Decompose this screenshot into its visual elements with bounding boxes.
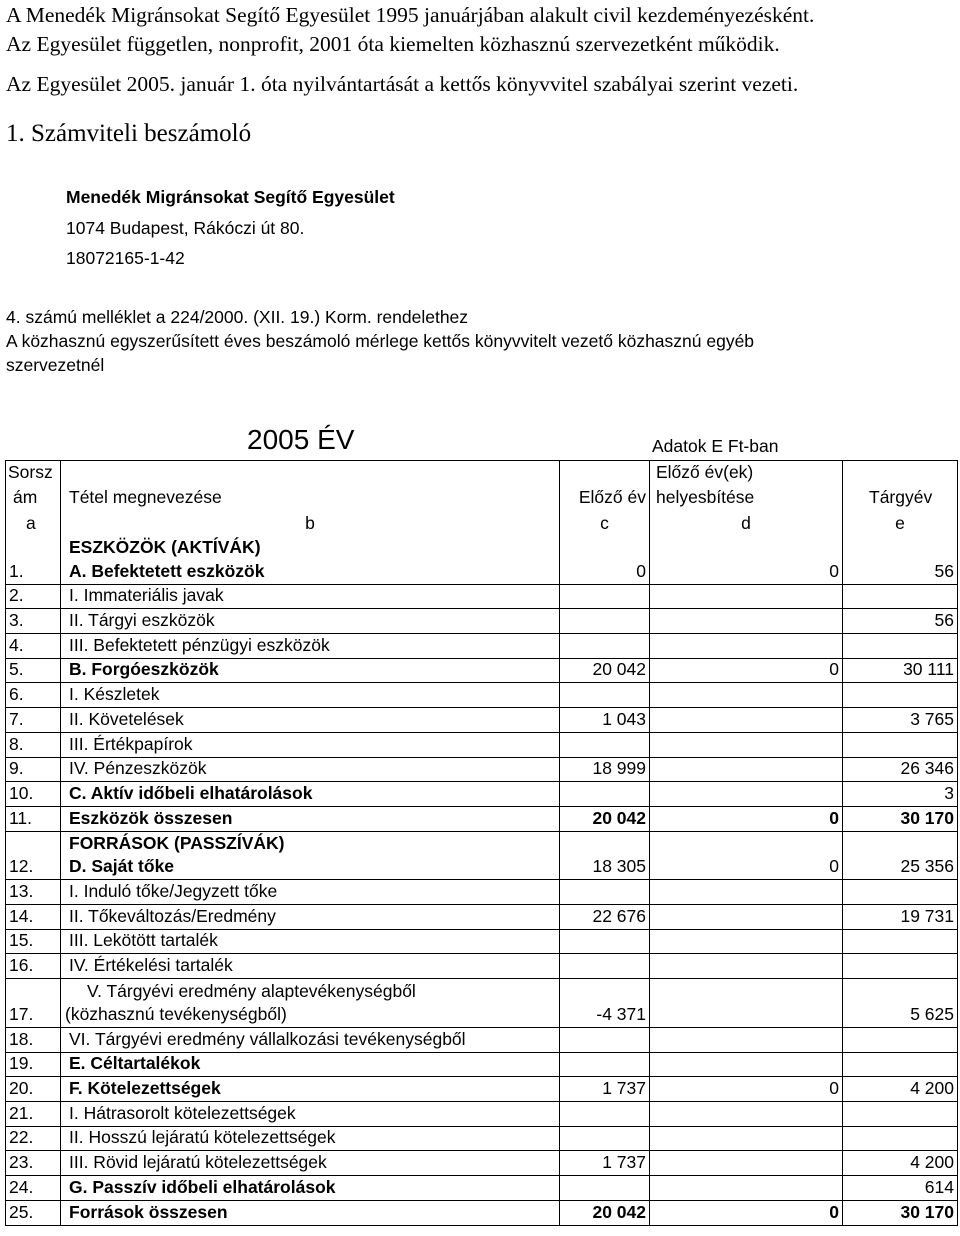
table-row [5, 708, 958, 733]
row-prev [559, 1053, 650, 1077]
row-corr [650, 1201, 842, 1225]
row-curr-text: 30 170 [900, 1201, 954, 1222]
row-label-text: I. Induló tőke/Jegyzett tőke [69, 880, 278, 901]
row-corr-text: 0 [829, 659, 839, 680]
row-label [61, 1151, 559, 1175]
row-curr [842, 1102, 958, 1126]
row-curr-text: 19 731 [900, 905, 954, 926]
row-number-text: 11. [9, 807, 33, 828]
row-curr [842, 1201, 958, 1225]
row-prev [559, 560, 650, 584]
row-label [61, 880, 559, 904]
row-corr [650, 634, 842, 658]
row-label-text: I. Készletek [69, 684, 160, 705]
row-number [5, 1053, 61, 1077]
row-label [61, 979, 559, 1027]
org-address: 1074 Budapest, Rákóczi út 80. [66, 218, 305, 238]
row-label [61, 585, 559, 609]
row-number [5, 585, 61, 609]
row-number [5, 733, 61, 757]
row-curr-text: 4 200 [910, 1078, 954, 1099]
row-corr [650, 930, 842, 954]
row-label-text: F. Kötelezettségek [69, 1078, 221, 1099]
row-label [61, 634, 559, 658]
org-name: Menedék Migránsokat Segítő Egyesület [66, 187, 395, 207]
row-number [5, 659, 61, 683]
row-curr-text: 614 [924, 1176, 954, 1197]
header-item-label: Tétel megnevezése [69, 487, 222, 507]
row-corr [650, 560, 842, 584]
section-title: 1. Számviteli beszámoló [6, 120, 252, 147]
row-label [61, 1077, 559, 1101]
row-prev-text: 1 043 [602, 708, 646, 729]
row-curr [842, 807, 958, 831]
header-num-line-1: Sorsz [8, 462, 53, 482]
row-prev [559, 733, 650, 757]
row-curr-text: 56 [934, 560, 954, 581]
table-row [5, 856, 958, 881]
table-row [5, 880, 958, 905]
row-label-text: B. Forgóeszközök [69, 659, 219, 680]
row-number [5, 1028, 61, 1052]
row-number [5, 1201, 61, 1225]
row-prev-text: -4 371 [596, 1004, 646, 1024]
table-row [5, 1201, 958, 1226]
regulation-line-3: szervezetnél [6, 355, 105, 375]
row-number [5, 683, 61, 707]
row-label-line-1: V. Tárgyévi eredmény alaptevékenységből [87, 981, 416, 1001]
row-curr-text: 25 356 [900, 856, 954, 877]
row-curr-text: 56 [934, 610, 954, 631]
row-curr [842, 979, 958, 1027]
row-number-text: 9. [9, 758, 24, 779]
intro-line-3: Az Egyesület 2005. január 1. óta nyilvántartását a kettős könyvvitel szabályai szerint vezeti. [6, 72, 799, 96]
row-number-text: 2. [9, 585, 24, 606]
row-prev-text: 20 042 [592, 807, 646, 828]
row-number-text: 5. [9, 659, 24, 680]
row-corr [650, 807, 842, 831]
row-label-text: VI. Tárgyévi eredmény vállalkozási tevékenységből [69, 1028, 466, 1049]
row-label [61, 1028, 559, 1052]
row-label [61, 1127, 559, 1151]
row-number [5, 758, 61, 782]
assets-heading-row-curr [842, 536, 958, 560]
row-corr [650, 708, 842, 732]
assets-heading-row-label-text: ESZKÖZÖK (AKTÍVÁK) [69, 537, 261, 557]
row-label [61, 1102, 559, 1126]
liabilities-heading-row-corr [650, 832, 842, 856]
row-prev [559, 782, 650, 806]
row-number [5, 708, 61, 732]
row-number [5, 856, 61, 880]
row-number-text: 20. [9, 1078, 34, 1099]
balance-sheet-table [5, 460, 958, 1226]
row-label [61, 856, 559, 880]
row-number-text: 15. [9, 930, 34, 951]
row-label-text: Eszközök összesen [69, 807, 233, 828]
row-prev [559, 979, 650, 1027]
header-prev-label: Előző év [578, 487, 646, 507]
row-label-text: D. Saját tőke [69, 856, 175, 877]
row-label [61, 609, 559, 633]
assets-heading-row [5, 536, 958, 560]
row-corr [650, 1053, 842, 1077]
row-label [61, 560, 559, 584]
row-corr [650, 1028, 842, 1052]
row-curr [842, 905, 958, 929]
row-corr-text: 0 [829, 560, 839, 581]
row-label [61, 930, 559, 954]
row-curr [842, 954, 958, 978]
row-label-text: IV. Értékelési tartalék [69, 955, 233, 975]
header-num [5, 461, 61, 510]
row-label-text: III. Rövid lejáratú kötelezettségek [69, 1152, 327, 1173]
table-row [5, 905, 958, 930]
assets-heading-row-num [5, 536, 61, 560]
header-curr [842, 461, 958, 510]
row-number [5, 954, 61, 978]
row-prev [559, 609, 650, 633]
row-corr [650, 1151, 842, 1175]
letter-e: e [842, 510, 958, 536]
letter-c: c [559, 510, 650, 536]
row-label-text: III. Értékpapírok [69, 733, 193, 754]
header-curr-label: Tárgyév [869, 487, 933, 507]
row-corr-text: 0 [829, 856, 839, 877]
row-label [61, 1176, 559, 1200]
row-number [5, 634, 61, 658]
row-number [5, 782, 61, 806]
row-curr [842, 1028, 958, 1052]
row-corr [650, 979, 842, 1027]
row-curr [842, 758, 958, 782]
row-curr [842, 634, 958, 658]
row-corr [650, 585, 842, 609]
row-label-text: I. Immateriális javak [69, 585, 224, 606]
row-label-text: E. Céltartalékok [69, 1053, 201, 1074]
table-body [5, 536, 958, 1226]
table-row [5, 1176, 958, 1201]
table-row [5, 634, 958, 659]
row-number-text: 6. [9, 684, 24, 705]
unit-label: Adatok E Ft-ban [652, 436, 779, 456]
regulation-line-1: 4. számú melléklet a 224/2000. (XII. 19.) Korm. rendelethez [6, 307, 469, 327]
table-row [5, 609, 958, 634]
row-curr-text: 30 170 [900, 807, 954, 828]
row-label-text: IV. Pénzeszközök [69, 758, 207, 779]
row-label-text: II. Követelések [69, 708, 184, 729]
row-number-text: 7. [9, 708, 24, 729]
table-row [5, 585, 958, 610]
row-number [5, 560, 61, 584]
row-label [61, 954, 559, 978]
header-row [5, 460, 958, 510]
row-number-text: 24. [9, 1176, 34, 1197]
row-prev [559, 1151, 650, 1175]
row-corr [650, 1127, 842, 1151]
year-title: 2005 ÉV [247, 424, 355, 455]
letter-row [5, 510, 958, 536]
row-corr [650, 905, 842, 929]
row-label [61, 807, 559, 831]
row-number [5, 1127, 61, 1151]
row-curr-text: 5 625 [910, 1004, 954, 1024]
row-label-line-2: (közhasznú tevékenységből) [65, 1004, 287, 1024]
row-curr [842, 683, 958, 707]
row-number [5, 1176, 61, 1200]
table-row [5, 733, 958, 758]
row-number-text: 8. [9, 733, 24, 754]
row-curr-text: 3 [944, 782, 954, 803]
row-number [5, 979, 61, 1027]
row-prev-text: 20 042 [592, 659, 646, 680]
letter-a: a [5, 510, 61, 536]
row-curr [842, 585, 958, 609]
table-row [5, 1053, 958, 1078]
row-corr [650, 1102, 842, 1126]
row-curr [842, 1077, 958, 1101]
row-label [61, 683, 559, 707]
assets-heading-row-prev [559, 536, 650, 560]
row-prev [559, 585, 650, 609]
row-number-text: 21. [9, 1102, 34, 1123]
row-corr [650, 609, 842, 633]
header-prev [559, 461, 650, 510]
row-prev-text: 1 737 [602, 1152, 646, 1173]
table-row [5, 1028, 958, 1053]
row-label-text: G. Passzív időbeli elhatárolások [69, 1176, 336, 1197]
row-prev-text: 18 305 [592, 856, 646, 877]
row-prev [559, 758, 650, 782]
row-prev [559, 856, 650, 880]
row-prev [559, 634, 650, 658]
table-row [5, 758, 958, 783]
table-row [5, 683, 958, 708]
row-label [61, 905, 559, 929]
table-row [5, 1127, 958, 1152]
table-row [5, 782, 958, 807]
row-prev-text: 18 999 [592, 758, 646, 779]
row-prev [559, 1102, 650, 1126]
row-prev [559, 1176, 650, 1200]
row-curr-text: 30 111 [903, 659, 954, 680]
row-corr [650, 1176, 842, 1200]
row-number [5, 1102, 61, 1126]
row-prev-text: 22 676 [592, 905, 646, 926]
row-number-text: 14. [9, 905, 34, 926]
row-number-text: 18. [9, 1028, 34, 1049]
header-corr-line-1: Előző év(ek) [656, 462, 754, 482]
row-curr [842, 560, 958, 584]
row-label-text: II. Hosszú lejáratú kötelezettségek [69, 1127, 336, 1148]
row-corr [650, 954, 842, 978]
intro-line-1: A Menedék Migránsokat Segítő Egyesület 1995 januárjában alakult civil kezdeményezésként. [6, 3, 815, 27]
table-row [5, 954, 958, 979]
row-label [61, 733, 559, 757]
row-corr [650, 758, 842, 782]
row-curr-text: 4 200 [910, 1152, 954, 1173]
regulation-line-2: A közhasznú egyszerűsített éves beszámoló mérlege kettős könyvvitelt vezető közhasznú egyéb [6, 331, 755, 351]
row-corr-text: 0 [829, 1201, 839, 1222]
table-row [5, 979, 958, 1028]
row-curr-text: 26 346 [900, 758, 954, 779]
liabilities-heading-row [5, 832, 958, 856]
row-corr-text: 0 [829, 807, 839, 828]
row-label-text: II. Tárgyi eszközök [69, 610, 215, 631]
row-label [61, 708, 559, 732]
row-prev [559, 1077, 650, 1101]
row-prev [559, 930, 650, 954]
row-number-text: 22. [9, 1127, 34, 1148]
row-curr [842, 1053, 958, 1077]
intro-line-2: Az Egyesület független, nonprofit, 2001 óta kiemelten közhasznú szervezetként működik. [6, 32, 780, 56]
row-number [5, 905, 61, 929]
row-number [5, 807, 61, 831]
header-item [61, 461, 559, 510]
row-corr-text: 0 [829, 1078, 839, 1099]
row-label-text: Források összesen [69, 1201, 228, 1222]
row-curr [842, 1127, 958, 1151]
header-corr [650, 461, 842, 510]
row-prev [559, 1028, 650, 1052]
row-prev [559, 807, 650, 831]
row-number-text: 4. [9, 634, 24, 655]
row-label-text: II. Tőkeváltozás/Eredmény [69, 905, 276, 926]
liabilities-heading-row-curr [842, 832, 958, 856]
header-corr-line-2: helyesbítése [656, 487, 755, 507]
table-row [5, 930, 958, 955]
liabilities-heading-row-label [61, 832, 559, 856]
row-corr [650, 782, 842, 806]
letter-b: b [305, 513, 315, 533]
row-corr [650, 856, 842, 880]
row-prev [559, 905, 650, 929]
row-label-text: A. Befektetett eszközök [69, 560, 265, 581]
row-prev [559, 1127, 650, 1151]
row-curr [842, 930, 958, 954]
row-curr [842, 782, 958, 806]
row-corr [650, 1077, 842, 1101]
table-row [5, 659, 958, 684]
header-num-line-2: ám [13, 487, 38, 507]
row-label [61, 659, 559, 683]
row-corr [650, 880, 842, 904]
row-number [5, 930, 61, 954]
row-label [61, 782, 559, 806]
row-label-text: III. Lekötött tartalék [69, 930, 218, 951]
row-number-text: 13. [9, 880, 34, 901]
table-row [5, 807, 958, 832]
letter-d: d [741, 513, 751, 533]
row-number-text: 12. [9, 856, 34, 877]
row-prev [559, 708, 650, 732]
row-number [5, 609, 61, 633]
row-prev-text: 20 042 [592, 1201, 646, 1222]
row-label-text: I. Hátrasorolt kötelezettségek [69, 1102, 296, 1123]
row-corr [650, 683, 842, 707]
row-curr-text: 3 765 [910, 708, 954, 729]
row-curr [842, 1151, 958, 1175]
row-label [61, 1201, 559, 1225]
row-prev [559, 683, 650, 707]
row-number-text: 23. [9, 1152, 34, 1173]
row-curr [842, 1176, 958, 1200]
row-label [61, 758, 559, 782]
row-label [61, 1053, 559, 1077]
row-number [5, 1077, 61, 1101]
row-number [5, 880, 61, 904]
row-number-text: 1. [9, 560, 24, 581]
row-number-text: 10. [9, 782, 34, 803]
row-label-text: III. Befektetett pénzügyi eszközök [69, 634, 330, 655]
row-number [5, 1151, 61, 1175]
row-curr [842, 659, 958, 683]
table-row [5, 1077, 958, 1102]
org-tax-id: 18072165-1-42 [66, 248, 185, 268]
assets-heading-row-label [61, 536, 559, 560]
row-number-text: 25. [9, 1201, 34, 1222]
liabilities-heading-row-label-text: FORRÁSOK (PASSZÍVÁK) [69, 832, 285, 853]
row-prev-text: 1 737 [602, 1078, 646, 1099]
row-corr [650, 733, 842, 757]
row-curr [842, 708, 958, 732]
row-prev [559, 880, 650, 904]
row-prev-text: 0 [636, 560, 646, 581]
row-curr [842, 733, 958, 757]
liabilities-heading-row-prev [559, 832, 650, 856]
row-number-text: 19. [9, 1053, 34, 1074]
row-number-text: 16. [9, 955, 34, 975]
table-row [5, 1151, 958, 1176]
table-row [5, 560, 958, 585]
row-label-text: C. Aktív időbeli elhatárolások [69, 782, 313, 803]
row-prev [559, 954, 650, 978]
row-number-text: 17. [9, 1004, 34, 1024]
row-curr [842, 856, 958, 880]
row-prev [559, 659, 650, 683]
row-curr [842, 880, 958, 904]
row-number-text: 3. [9, 610, 24, 631]
row-prev [559, 1201, 650, 1225]
row-curr [842, 609, 958, 633]
table-row [5, 1102, 958, 1127]
liabilities-heading-row-num [5, 832, 61, 856]
row-corr [650, 659, 842, 683]
assets-heading-row-corr [650, 536, 842, 560]
